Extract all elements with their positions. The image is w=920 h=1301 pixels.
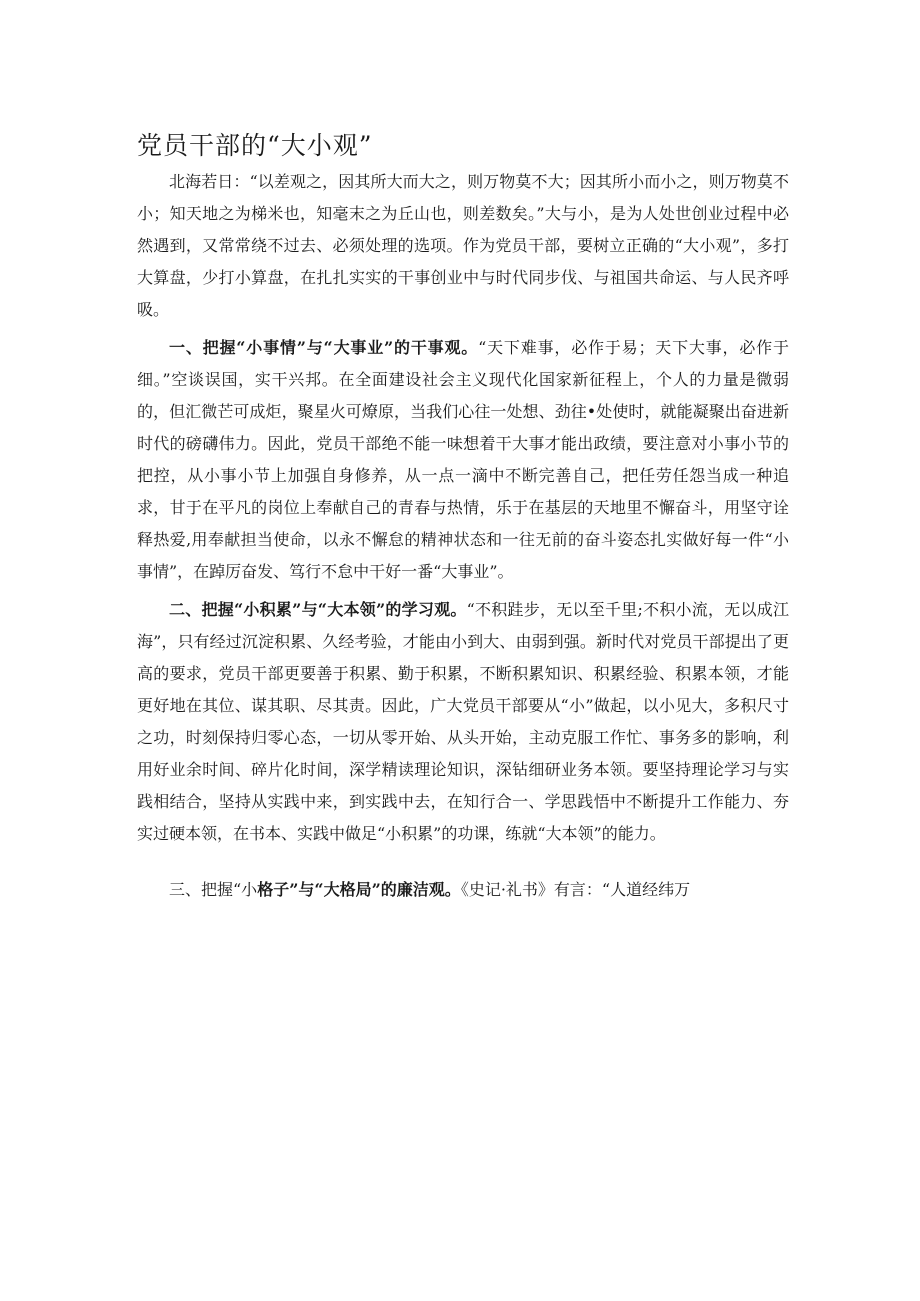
section-heading: 格子”与“大格局”的廉洁观。 <box>257 880 461 899</box>
section-1-paragraph <box>137 332 789 588</box>
paragraph-text: “天下难事，必作于易；天下大事，必作于细。”空谈误国，实干兴邦。在全面建设社会主义现代化国家新征程上，个人的力量是微弱的，但汇微芒可成炬，聚星火可燎原，当我们心往一处想、劲往•处使时，就能凝聚出奋进新时代的磅礴伟力。因此，党员干部绝不能一味想着干大事才能出政绩，要注意对小事小节的把控，从小事小节上加强自身修养，从一点一滴中不断完善自己，把任劳任怨当成一种追求，甘于在平凡的岗位上奉献自己的青春与热情，乐于在基层的天地里不懈奋斗，用坚守诠释热爱,用奉献担当使命，以永不懈怠的精神状态和一往无前的奋斗姿态扎实做好每一件“小事情”，在踔厉奋发、笃行不怠中干好一番“大事业”。 <box>137 338 789 581</box>
document-title: 党员干部的“大小观” <box>137 131 373 160</box>
section-3-paragraph <box>137 874 789 906</box>
document-body <box>137 166 789 906</box>
paragraph-text: 《史记·礼书》有言：“人道经纬万 <box>460 880 691 899</box>
intro-paragraph <box>137 166 789 326</box>
section-heading: 一、把握“小事情”与“大事业”的干事观。 <box>169 338 479 357</box>
section-2-paragraph <box>137 594 789 850</box>
paragraph-text: 北海若日：“以差观之，因其所大而大之，则万物莫不大；因其所小而小之，则万物莫不小；知天地之为梯米也，知毫末之为丘山也，则差数矣。”大与小，是为人处世创业过程中必然遇到，又常常绕不过去、必须处理的选项。作为党员干部，要树立正确的“大小观”，多打大算盘，少打小算盘，在扎扎实实的干事创业中与时代同步伐、与祖国共命运、与人民齐呼吸。 <box>137 172 789 319</box>
paragraph-text: “不积跬步，无以至千里;不积小流，无以成江海”，只有经过沉淀积累、久经考验，才能由小到大、由弱到强。新时代对党员干部提出了更高的要求，党员干部更要善于积累、勤于积累，不断积累知识、积累经验、积累本领，才能更好地在其位、谋其职、尽其责。因此，广大党员干部要从“小”做起，以小见大，多积尺寸之功，时刻保持归零心态，一切从零开始、从头开始，主动克服工作忙、事务多的影响，利用好业余时间、碎片化时间，深学精读理论知识，深钻细研业务本领。要坚持理论学习与实践相结合，坚持从实践中来，到实践中去，在知行合一、学思践悟中不断提升工作能力、夯实过硬本领，在书本、实践中做足“小积累”的功课，练就“大本领”的能力。 <box>137 600 789 843</box>
section-heading: 二、把握“小积累”与“大本领”的学习观。 <box>169 600 467 619</box>
section-heading-plain: 三、把握“小 <box>169 880 258 899</box>
